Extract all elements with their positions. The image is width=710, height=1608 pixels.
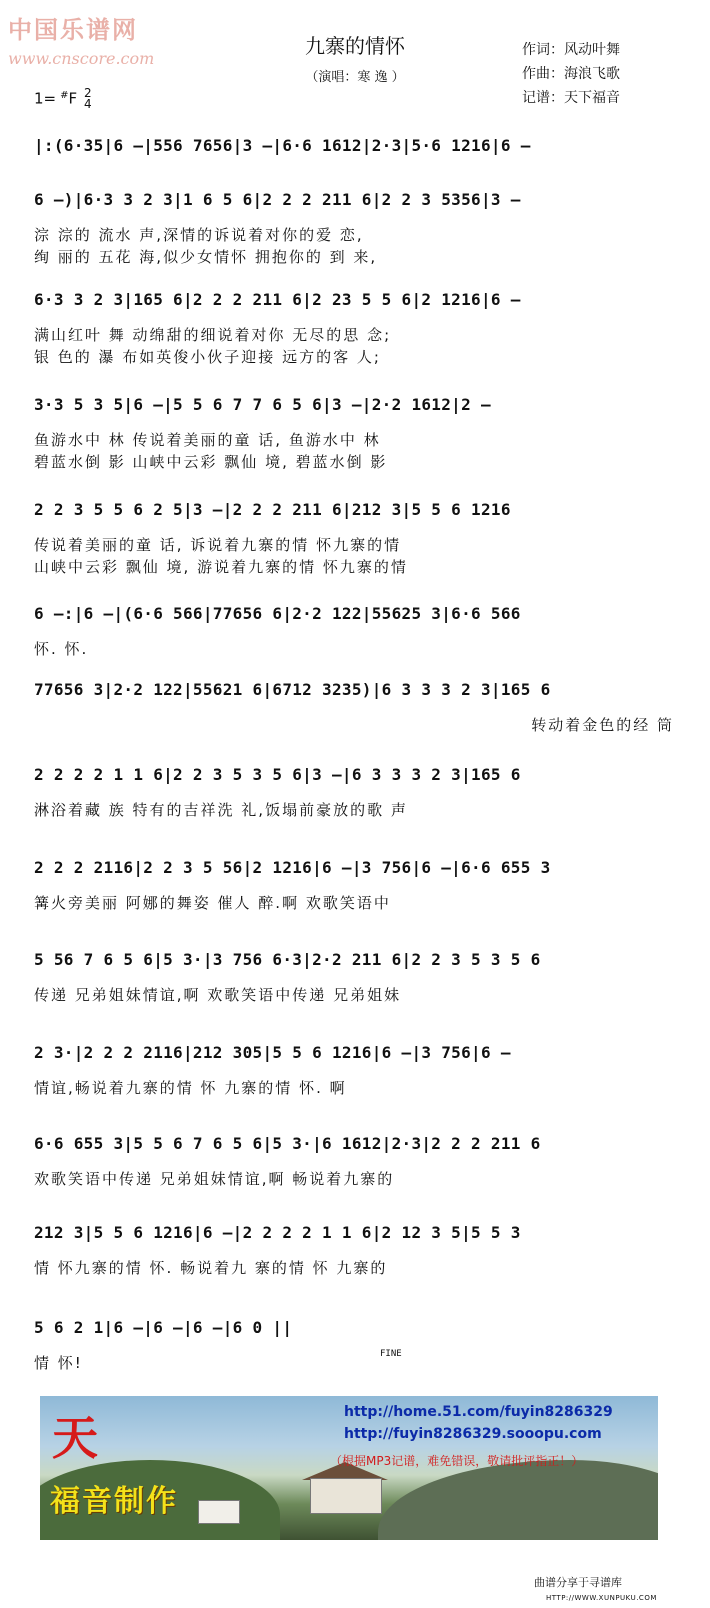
key-signature: [34, 88, 92, 110]
lyric-line: 传说着美丽的童 话, 诉说着九寨的情 怀九寨的情: [34, 536, 402, 554]
notation-line: 6·3 3 2 3|165 6|2 2 2 211 6|2 23 5 5 6|2 1216|6 –: [34, 290, 521, 309]
notation-line: 6 –)|6·3 3 2 3|1 6 5 6|2 2 2 211 6|2 2 3 5356|3 –: [34, 190, 521, 209]
banner-url-1[interactable]: http://home.51.com/fuyin8286329: [344, 1404, 613, 1420]
notation-line: 5 56 7 6 5 6|5 3·|3 756 6·3|2·2 211 6|2 2 3 5 3 5 6: [34, 950, 541, 969]
lyric-line: 欢歌笑语中传递 兄弟姐妹情谊,啊 畅说着九寨的: [34, 1170, 395, 1188]
transcriber-credit: 记谱：天下福音: [522, 90, 620, 106]
lyricist-credit: 作词：风动叶舞: [522, 42, 620, 58]
fine-mark: FINE: [380, 1349, 402, 1359]
lyric-line: 传递 兄弟姐妹情谊,啊 欢歌笑语中传递 兄弟姐妹: [34, 986, 402, 1004]
notation-line: 2 3·|2 2 2 2116|212 305|5 5 6 1216|6 –|3 756|6 –: [34, 1043, 511, 1062]
lyric-line: 情 怀九寨的情 怀. 畅说着九 寨的情 怀 九寨的: [34, 1259, 388, 1277]
banner-url-2[interactable]: http://fuyin8286329.sooopu.com: [344, 1426, 602, 1442]
key-note: F: [68, 89, 78, 108]
footer-site[interactable]: HTTP://WWW.XUNPUKU.COM: [546, 1594, 657, 1602]
time-top: 2: [83, 86, 92, 100]
lyric-line: 满山红叶 舞 动绵甜的细说着对你 无尽的思 念;: [34, 326, 392, 344]
lyric-line: 怀. 怀.: [34, 640, 89, 658]
time-signature: [84, 88, 92, 110]
lyric-line: 篝火旁美丽 阿娜的舞姿 催人 醉.啊 欢歌笑语中: [34, 894, 391, 912]
notation-line: |:(6·35|6 –|556 7656|3 –|6·6 1612|2·3|5·6 1216|6 –: [34, 136, 531, 155]
watermark-url: www.cnscore.com: [8, 49, 155, 68]
notation-line: 77656 3|2·2 122|55621 6|6712 3235)|6 3 3 3 2 3|165 6: [34, 680, 551, 699]
lyric-line: 山峡中云彩 飘仙 境, 游说着九寨的情 怀九寨的情: [34, 558, 408, 576]
house-icon: [198, 1500, 240, 1524]
house-icon: [310, 1478, 382, 1514]
composer-credit: 作曲：海浪飞歌: [522, 66, 620, 82]
banner-note: （根据MP3记谱，难免错误，敬请批评指正！）: [330, 1454, 584, 1468]
singer-credit: （演唱：寒 逸 ）: [305, 70, 405, 85]
logo-tian: 天: [52, 1411, 98, 1465]
banner-image: [40, 1396, 658, 1540]
credits-block: [522, 38, 620, 110]
lyric-line: 绚 丽的 五花 海,似少女情怀 拥抱你的 到 来,: [34, 248, 378, 266]
notation-line: 2 2 2 2116|2 2 3 5 56|2 1216|6 –|3 756|6 –|6·6 655 3: [34, 858, 551, 877]
notation-line: 6 –:|6 –|(6·6 566|77656 6|2·2 122|55625 3|6·6 566: [34, 604, 521, 623]
key-prefix: 1=: [34, 89, 57, 108]
footer-share: 曲谱分享于寻谱库: [534, 1576, 622, 1589]
sharp-sign: #: [60, 89, 69, 101]
notation-line: 6·6 655 3|5 5 6 7 6 5 6|5 3·|6 1612|2·3|2 2 2 211 6: [34, 1134, 541, 1153]
lyric-line: 情 怀!: [34, 1354, 83, 1372]
song-title: 九寨的情怀: [305, 34, 405, 58]
lyric-line: 情谊,畅说着九寨的情 怀 九寨的情 怀. 啊: [34, 1079, 347, 1097]
notation-line: 3·3 5 3 5|6 –|5 5 6 7 7 6 5 6|3 –|2·2 1612|2 –: [34, 395, 491, 414]
notation-line: 212 3|5 5 6 1216|6 –|2 2 2 2 1 1 6|2 12 3 5|5 5 3: [34, 1223, 521, 1242]
lyric-line: 淙 淙的 流水 声,深情的诉说着对你的爱 恋,: [34, 226, 364, 244]
lyric-line: 碧蓝水倒 影 山峡中云彩 飘仙 境, 碧蓝水倒 影: [34, 453, 388, 471]
notation-line: 2 2 2 2 1 1 6|2 2 3 5 3 5 6|3 –|6 3 3 3 2 3|165 6: [34, 765, 521, 784]
lyric-line: 淋浴着藏 族 特有的吉祥洗 礼,饭塌前豪放的歌 声: [34, 801, 408, 819]
lyric-line: 转动着金色的经 筒: [531, 716, 674, 734]
watermark-title: 中国乐谱网: [8, 15, 138, 44]
logo-text: 福音制作: [50, 1484, 178, 1519]
notation-line: 2 2 3 5 5 6 2 5|3 –|2 2 2 211 6|212 3|5 5 6 1216: [34, 500, 511, 519]
time-bottom: 4: [83, 97, 92, 111]
lyric-line: 银 色的 瀑 布如英俊小伙子迎接 远方的客 人;: [34, 348, 381, 366]
notation-line: 5 6 2 1|6 –|6 –|6 –|6 0 ||: [34, 1318, 293, 1337]
lyric-line: 鱼游水中 林 传说着美丽的童 话, 鱼游水中 林: [34, 431, 381, 449]
